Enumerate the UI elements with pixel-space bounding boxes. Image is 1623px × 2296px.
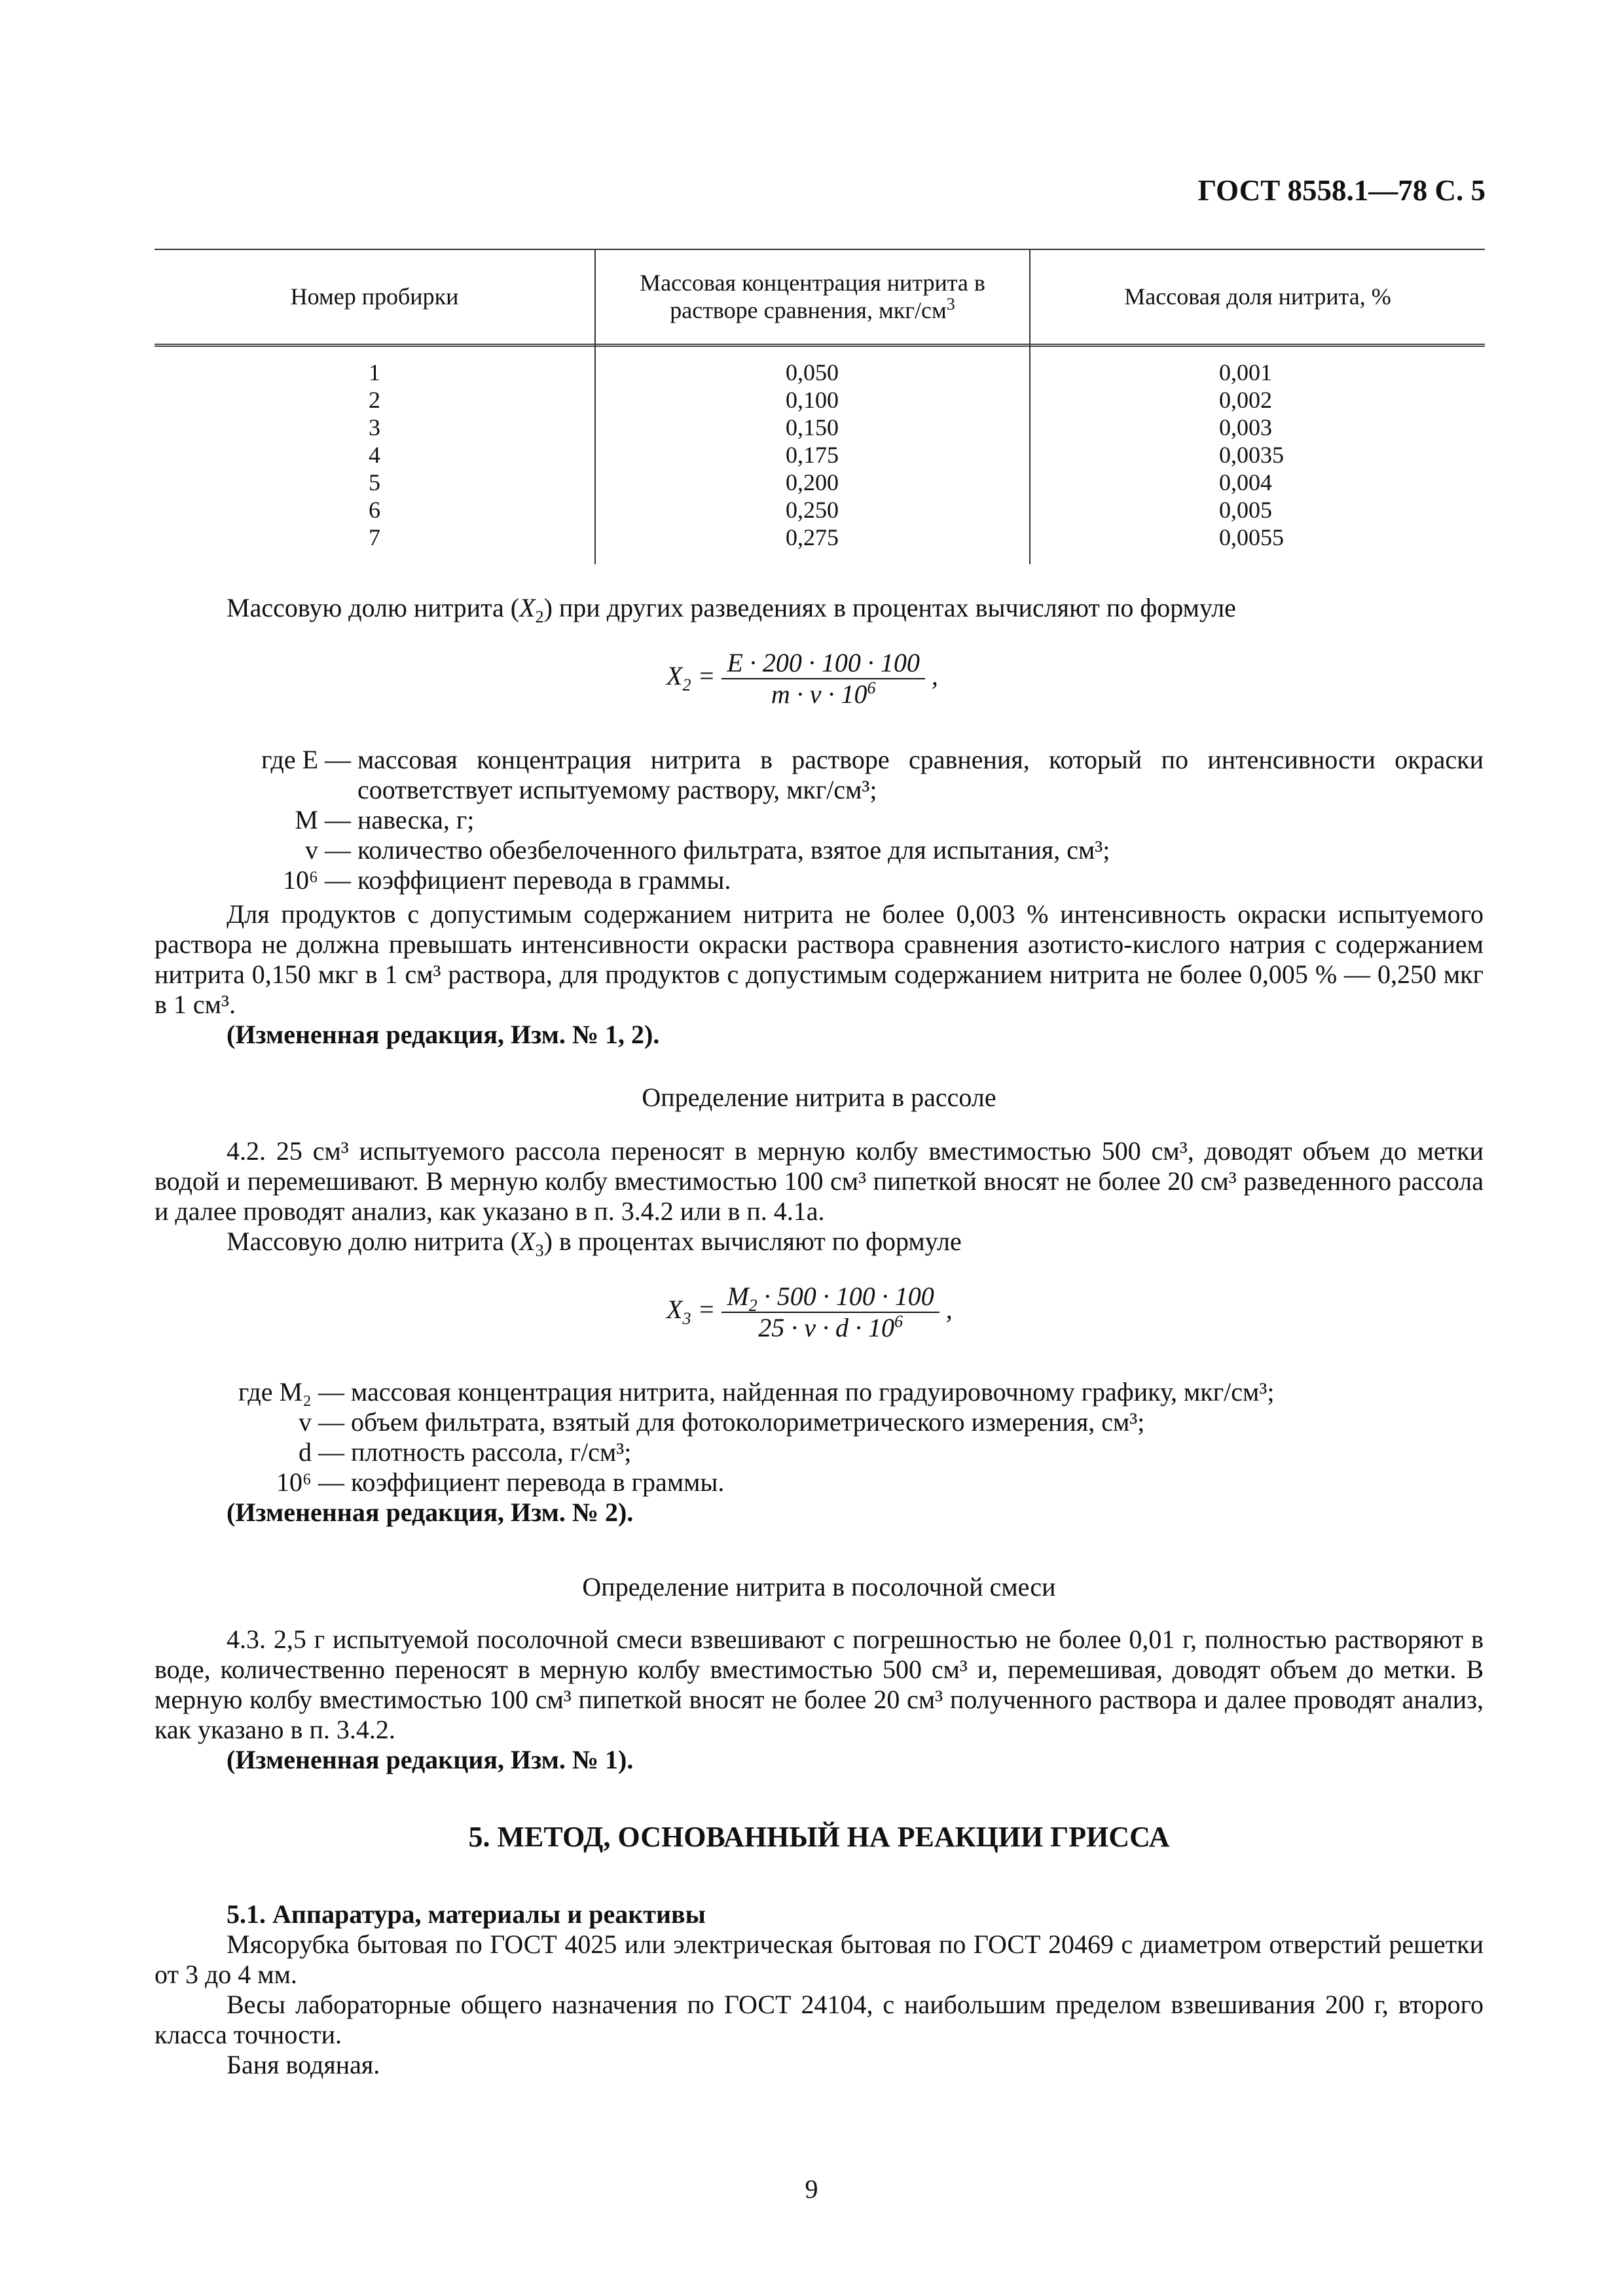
table-column-concentration: [786, 359, 917, 551]
revision-note: (Измененная редакция, Изм. № 1, 2).: [227, 1020, 660, 1049]
table-header-rule: [155, 344, 1485, 347]
table-cell: 0,150: [786, 414, 839, 440]
formula-x2-denominator: $m \cdot v \cdot 10^6$: [771, 678, 876, 709]
paragraph-formula-intro-1: Массовую долю нитрита $(X_2)$ при других разведениях в процентах вычисляют по формуле: [227, 593, 1236, 626]
table-cell: 6: [369, 497, 380, 523]
table-cell: 5: [369, 469, 380, 495]
table-cell: 0,275: [786, 524, 839, 550]
table-cell: 2: [369, 387, 380, 413]
definition-row: d — плотность рассола, г/см³;: [299, 1437, 632, 1467]
formula-x3-numerator: $M_2 \cdot 500 \cdot 100 \cdot 100$: [721, 1282, 939, 1313]
table-cell: 4: [369, 442, 380, 468]
table-cell: 7: [369, 524, 380, 550]
definitions-formula-2: [155, 1377, 1484, 1528]
subheading-curing-mixture: Определение нитрита в посолочной смеси: [582, 1572, 1056, 1602]
definition-row: v — объем фильтрата, взятый для фотоколориметрического измерения, см³;: [299, 1407, 1145, 1437]
subheading-brine: Определение нитрита в рассоле: [642, 1083, 996, 1112]
table-cell: 0,0055: [1219, 524, 1284, 550]
section-5-1: 5.1. Аппаратура, материалы и реактивы Мясорубка бытовая по ГОСТ 4025 или электрическая бытовая по ГОСТ 20469 с диаметром отверстий решетки от 3 до 4 мм. Весы лабораторные общего назначения по ГОСТ 24104, с наибольшим пределом взвешивания 200 г, второго класса точности. Баня водяная.: [155, 1899, 1484, 2079]
table-cell: 0,005: [1219, 497, 1272, 523]
table-cell: 0,200: [786, 469, 839, 495]
formula-x2: $X_2$ = $\frac{E \cdot 200 \cdot 100 \cdot 100}{m \cdot v \cdot 10^6}$ ,: [666, 648, 938, 709]
definitions-formula-1: [155, 745, 1484, 895]
table-header-tube-number: Номер пробирки: [290, 283, 459, 310]
table-cell: 3: [369, 414, 380, 440]
table-header-mass-fraction: Массовая доля нитрита, %: [1124, 283, 1391, 310]
paragraph-4-3: 4.3. 2,5 г испытуемой посолочной смеси взвешивают с погрешностью не более 0,01 г, полностью растворяют в воде, количественно переносят в мерную колбу вместимостью 500 см³ и, перемешивая, доводят объем до метки. В мерную колбу вместимостью 100 см³ пипеткой вносят не более 20 см³ полученного раствора и далее проводят анализ, как указано в п. 3.4.2. (Измененная редакция, Изм. № 1).: [155, 1624, 1484, 1774]
revision-note: (Измененная редакция, Изм. № 2).: [227, 1498, 634, 1527]
section-5-title: 5. МЕТОД, ОСНОВАННЫЙ НА РЕАКЦИИ ГРИССА: [468, 1821, 1170, 1853]
table-header-concentration: Массовая концентрация нитрита в растворе сравнения, мкг/$см^3$: [640, 269, 985, 323]
table-cell: 0,050: [786, 359, 839, 386]
table-column-mass-fraction: [1219, 359, 1350, 551]
page-header: ГОСТ 8558.1—78 С. 5: [1197, 174, 1486, 207]
table-cell: 0,175: [786, 442, 839, 468]
table-cell: 0,100: [786, 387, 839, 413]
formula-x3-denominator: $25 \cdot v \cdot d \cdot 10^6$: [758, 1312, 903, 1342]
table-column-tube-number: [361, 359, 388, 551]
table-cell: 0,003: [1219, 414, 1272, 440]
revision-note: (Измененная редакция, Изм. № 1).: [227, 1745, 634, 1774]
definition-row: где M₂ — массовая концентрация нитрита, найденная по градуировочному графику, мкг/см³;: [238, 1377, 1275, 1407]
paragraph-limits: Для продуктов с допустимым содержанием нитрита не более 0,003 % интенсивность окраски испытуемого раствора не должна превышать интенсивности окраски раствора сравнения азотисто-кислого натрия с содержанием нитрита 0,150 мкг в 1 см³ раствора, для продуктов с допустимым содержанием нитрита не более 0,005 % — 0,250 мкг в 1 см³. (Измененная редакция, Изм. № 1, 2).: [155, 899, 1484, 1049]
definition-row: 10⁶ — коэффициент перевода в граммы.: [276, 1467, 725, 1497]
definition-row: M — навеска, г;: [295, 805, 475, 834]
table-cell: 1: [369, 359, 380, 386]
concentration-table: [155, 249, 1485, 564]
subsection-5-1-title: 5.1. Аппаратура, материалы и реактивы: [227, 1899, 706, 1929]
table-cell: 0,250: [786, 497, 839, 523]
table-cell: 0,004: [1219, 469, 1272, 495]
definition-row: v — количество обезбелоченного фильтрата, взятое для испытания, см³;: [305, 835, 1110, 865]
formula-x2-numerator: E · 200 · 100 · 100: [721, 648, 924, 679]
definition-row: где E — массовая концентрация нитрита в растворе сравнения, который по интенсивности окраски соответствует испытуемому раствору, мкг/см³;: [261, 745, 1484, 804]
formula-x3: $X_3$ = $\frac{M_2 \cdot 500 \cdot 100 \cdot 100}{25 \cdot v \cdot d \cdot 10^6}$ ,: [666, 1282, 953, 1342]
definition-row: 10⁶ — коэффициент перевода в граммы.: [283, 865, 731, 895]
table-cell: 0,0035: [1219, 442, 1284, 468]
page-number: 9: [805, 2174, 818, 2204]
table-cell: 0,001: [1219, 359, 1272, 386]
paragraph-4-2: 4.2. 25 см³ испытуемого рассола переносят в мерную колбу вместимостью 500 см³, доводят объем до метки водой и перемешивают. В мерную колбу вместимостью 100 см³ пипеткой вносят не более 20 см³ разведенного рассола и далее проводят анализ, как указано в п. 3.4.2 или в п. 4.1а. Массовую долю нитрита $(X_3)$ в процентах вычисляют по формуле: [155, 1136, 1484, 1260]
table-cell: 0,002: [1219, 387, 1272, 413]
